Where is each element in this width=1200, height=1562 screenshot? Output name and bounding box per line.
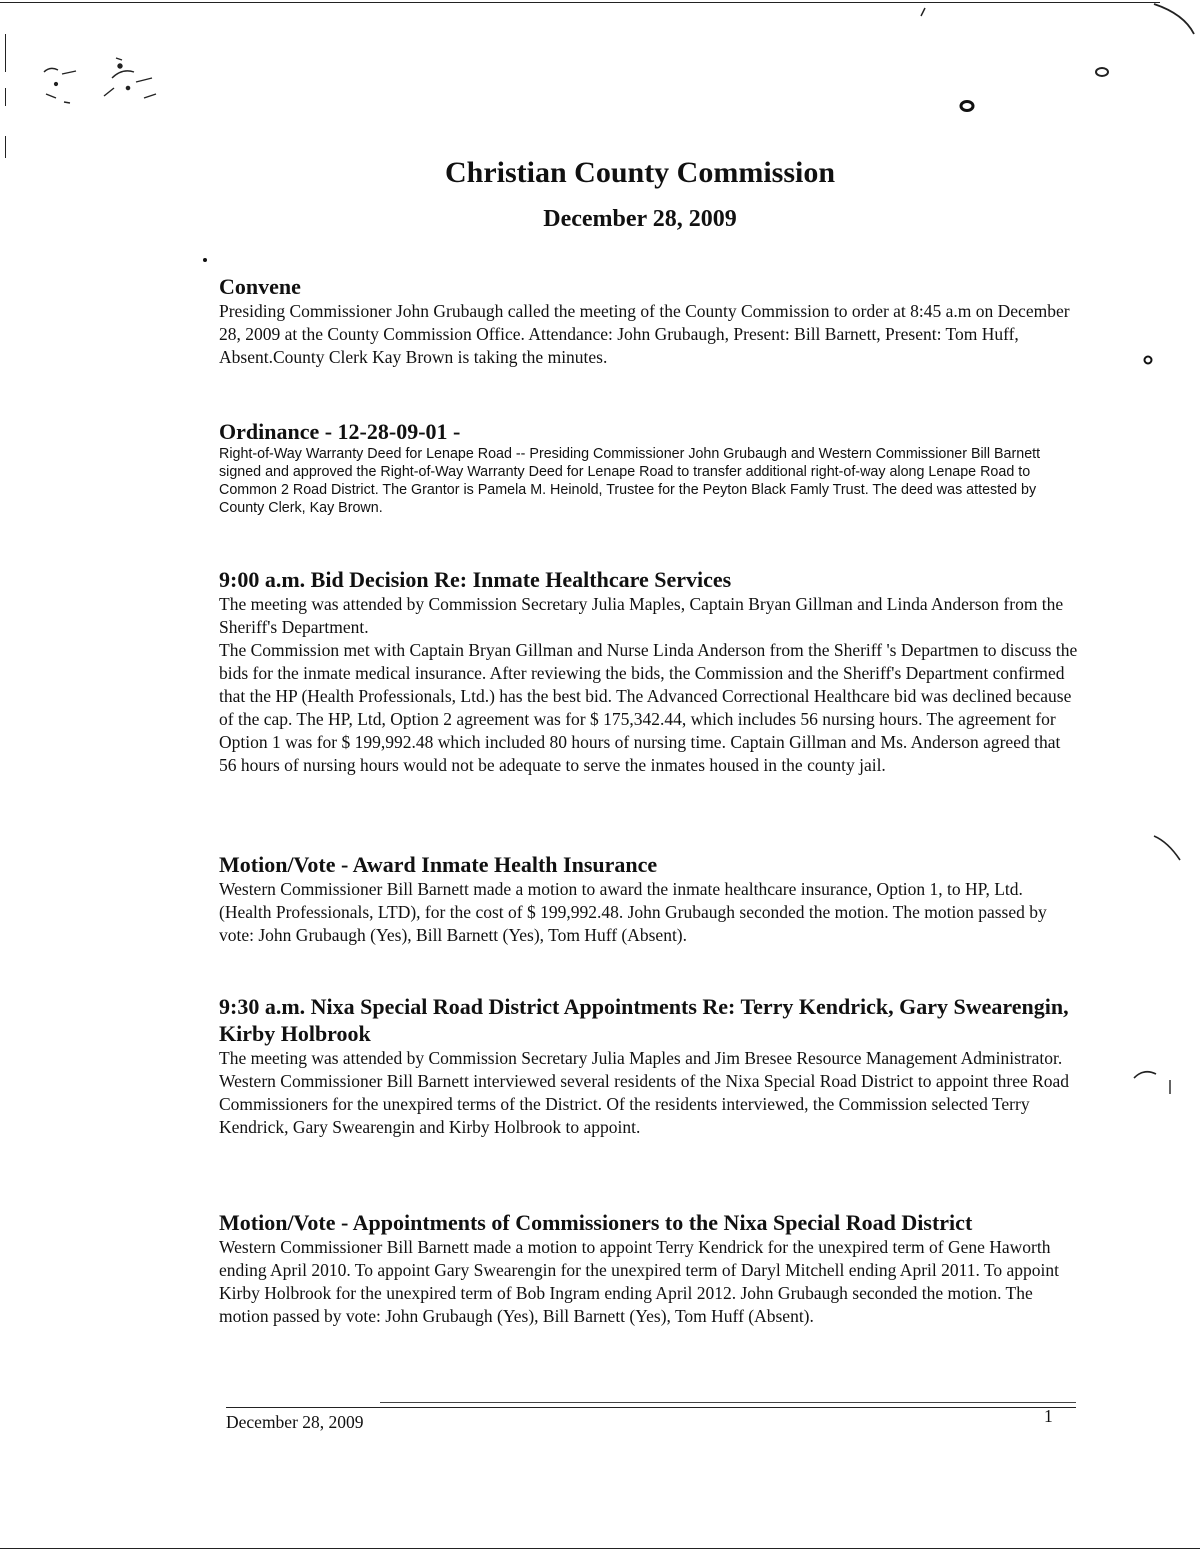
section-paragraph: The meeting was attended by Commission Secretary Julia Maples, Captain Bryan Gillman and Linda Anderson from the Sheriff's Department. [219,594,1064,637]
section-paragraph: Western Commissioner Bill Barnett interviewed several residents of the Nixa Special Road District to appoint three Road Commissioners for the unexpired terms of the District. Of the residents interviewed, the Commission selected Terry Kendrick, Gary Swearengin and Kirby Holbrook to appoint. [219,1071,1070,1137]
scan-edge-top [0,2,1160,3]
section-bid-decision [219,566,1079,777]
document-title: Christian County Commission [444,156,836,189]
scan-edge-left-mark [5,136,6,158]
section-nixa-appointments [219,993,1079,1139]
section-paragraph: The Commission met with Captain Bryan Gillman and Nurse Linda Anderson from the Sheriff 's Departmen to discuss the bids for the inmate medical insurance. After reviewing the bids, the Commission and the Sheriff's Department confirmed that the HP (Health Professionals, Ltd.) has the best bid. The Advanced Correctional Healthcare bid was declined because of the cap. The HP, Ltd, Option 2 agreement was for $ 175,342.44, which includes 56 nursing hours. The agreement for Option 1 was for $ 199,992.48 which included 80 hours of nursing time. Captain Gillman and Ms. Anderson agreed that 56 hours of nursing hours would not be adequate to serve the inmates housed in the county jail. [219,640,1078,775]
scan-noise-ring [1140,352,1156,368]
scan-noise-stroke [1130,1058,1180,1098]
section-paragraph: Western Commissioner Bill Barnett made a motion to appoint Terry Kendrick for the unexpired term of Gene Haworth ending April 2010. To appoint Gary Swearengin for the unexpired term of Daryl Mitchell ending April 2011. To appoint Kirby Holbrook for the unexpired term of Bob Ingram ending April 2012. John Grubaugh seconded the motion. The motion passed by vote: John Grubaugh (Yes), Bill Barnett (Yes), Tom Huff (Absent). [219,1237,1059,1326]
section-convene [219,273,1079,369]
scan-noise-stroke [1150,830,1190,864]
footer-rule [226,1407,1076,1408]
scan-edge-left-mark [5,34,6,72]
scan-noise-ring [955,96,979,116]
section-heading: 9:30 a.m. Nixa Special Road District Appointments Re: Terry Kendrick, Gary Swearengin, Kirby Holbrook [219,994,1069,1046]
scan-edge-left-mark [5,88,6,106]
scan-noise-specks [36,44,166,114]
section-paragraph: Right-of-Way Warranty Deed for Lenape Road -- Presiding Commissioner John Grubaugh and Western Commissioner Bill Barnett signed and approved the Right-of-Way Warranty Deed for Lenape Road to transfer additional right-of-way along Lenape Road to Common 2 Road District. The Grantor is Pamela M. Heinold, Trustee for the Peyton Black Famly Trust. The deed was attested by County Clerk, Kay Brown. [219,446,1041,516]
scan-noise-stroke [1150,0,1200,40]
footer-rule [380,1402,1076,1403]
scan-noise-ring [1088,60,1118,84]
section-heading: Motion/Vote - Award Inmate Health Insurance [219,852,658,877]
scan-edge-bottom [0,1548,1200,1549]
section-ordinance [219,418,1079,517]
section-motion-award-insurance [219,851,1079,947]
section-heading: Motion/Vote - Appointments of Commissioners to the Nixa Special Road District [219,1210,973,1235]
section-motion-appointments [219,1209,1079,1328]
section-paragraph: The meeting was attended by Commission Secretary Julia Maples and Jim Bresee Resource Management Administrator. [219,1048,1063,1068]
document-date: December 28, 2009 [543,206,737,232]
section-paragraph: Western Commissioner Bill Barnett made a motion to award the inmate healthcare insurance, Option 1, to HP, Ltd. (Health Professionals, LTD), for the cost of $ 199,992.48. John Grubaugh seconded the motion. The motion passed by vote: John Grubaugh (Yes), Bill Barnett (Yes), Tom Huff (Absent). [219,879,1047,945]
footer-date: December 28, 2009 [226,1412,364,1432]
scan-noise-stroke [915,4,931,20]
section-paragraph: Presiding Commissioner John Grubaugh called the meeting of the County Commission to order at 8:45 a.m on December 28, 2009 at the County Commission Office. Attendance: John Grubaugh, Present: Bill Barnett, Present: Tom Huff, Absent.County Clerk Kay Brown is taking the minutes. [219,301,1070,367]
section-heading: 9:00 a.m. Bid Decision Re: Inmate Healthcare Services [219,567,732,592]
section-heading: Ordinance - 12-28-09-01 - [219,419,461,444]
section-heading: Convene [219,274,301,299]
footer-page-number: 1 [1044,1406,1053,1426]
stray-dot [203,258,207,262]
